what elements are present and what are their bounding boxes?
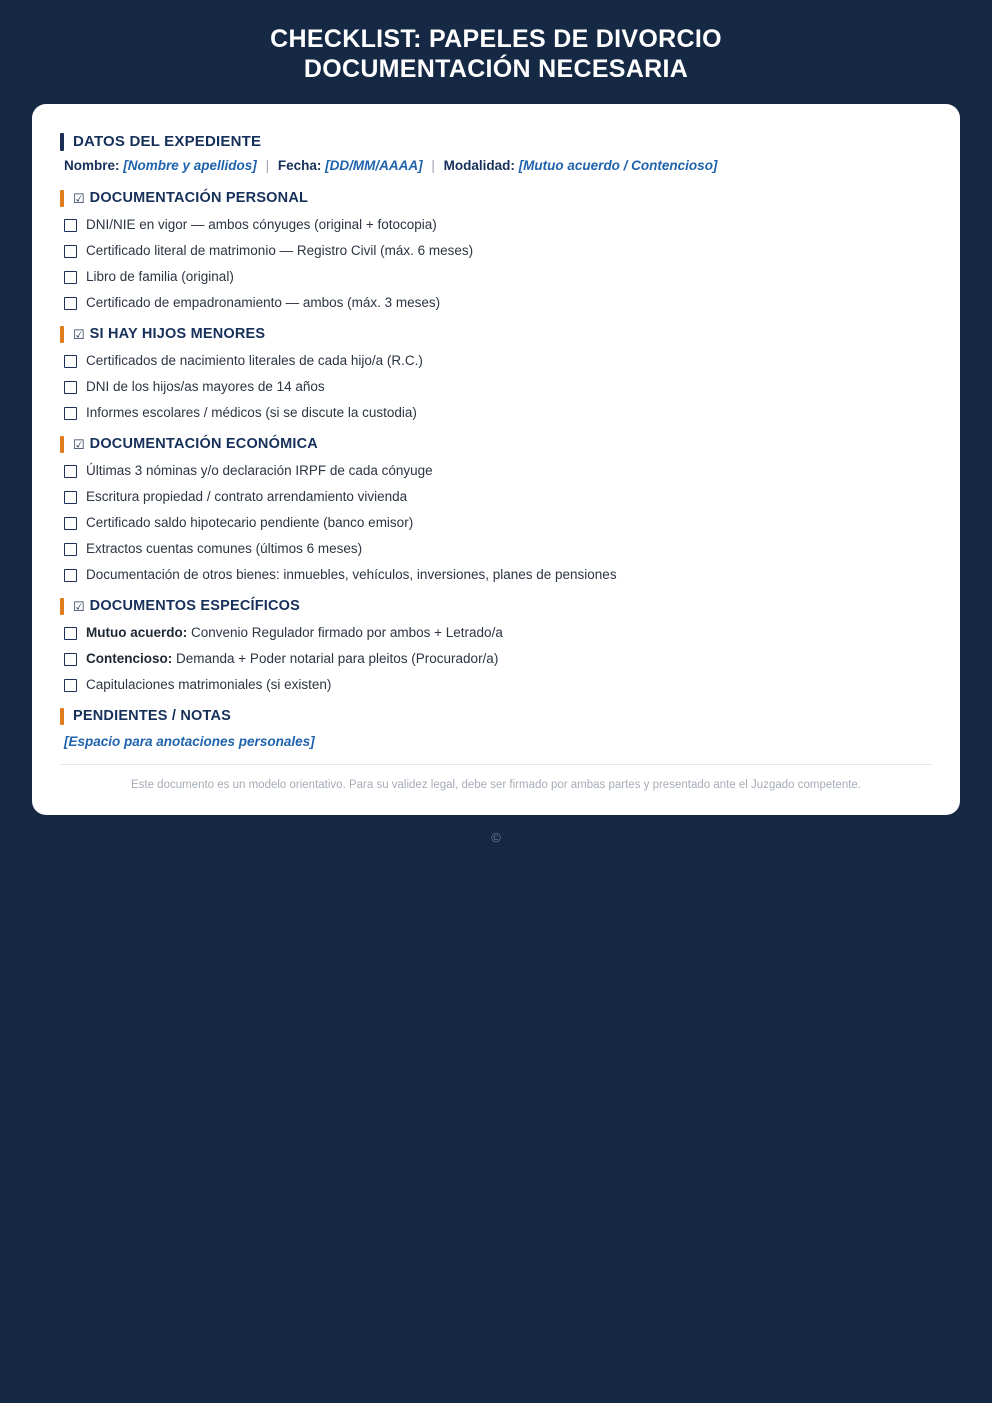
field-label-nombre: Nombre: [64,158,120,173]
checklist-item-text: DNI de los hijos/as mayores de 14 años [86,379,325,394]
section-header-notas [60,704,932,728]
field-value-modalidad[interactable]: [Mutuo acuerdo / Contencioso] [518,158,718,173]
section-accent-bar-icon [60,190,64,207]
checkbox-icon[interactable] [64,653,77,666]
section-header-expediente [60,130,932,154]
page-title-line-2: DOCUMENTACIÓN NECESARIA [303,55,689,83]
checklist-item[interactable] [60,620,932,646]
field-label-fecha: Fecha: [277,158,322,173]
footer-divider [60,764,932,765]
section-title: DOCUMENTACIÓN ECONÓMICA [89,436,318,452]
section-header [60,432,932,456]
checkbox-icon[interactable] [64,627,77,640]
field-value-nombre[interactable]: [Nombre y apellidos] [123,158,257,173]
checklist-item[interactable] [60,238,932,264]
checklist-item-label [86,268,932,286]
checklist-item-text: Extractos cuentas comunes (últimos 6 meses) [86,541,363,556]
checklist-item-text: Capitulaciones matrimoniales (si existen) [86,677,332,692]
document-header [0,0,992,104]
checklist-item-text: Demanda + Poder notarial para pleitos (Procurador/a) [176,651,499,666]
checklist-item[interactable] [60,374,932,400]
field-separator-2: | [431,158,435,173]
checkbox-icon[interactable] [64,491,77,504]
section-header [60,322,932,346]
checkbox-icon[interactable] [64,407,77,420]
checkbox-icon[interactable] [64,543,77,556]
checklist-item[interactable] [60,348,932,374]
checklist-item[interactable] [60,510,932,536]
checklist-item-label [86,540,932,558]
checklist-item-label [86,462,932,480]
notes-placeholder[interactable]: [Espacio para anotaciones personales] [64,734,315,749]
section-header [60,186,932,210]
checklist-item-label [86,566,932,584]
checklist-item[interactable] [60,264,932,290]
section-title: SI HAY HIJOS MENORES [89,326,266,342]
checked-box-icon: ☑ [73,598,85,614]
checklist-item-text: Documentación de otros bienes: inmuebles, vehículos, inversiones, planes de pensiones [86,567,617,582]
checklist-item-label [86,378,932,396]
checklist-item-label [86,488,932,506]
section-accent-bar-icon [60,436,64,453]
checklist-item-label [86,650,932,668]
section-title-expediente: DATOS DEL EXPEDIENTE [73,133,262,150]
checklist-item-text: Certificado literal de matrimonio — Registro Civil (máx. 6 meses) [86,243,474,258]
checklist-item-label [86,216,932,234]
checkbox-icon[interactable] [64,569,77,582]
checklist-item-label [86,242,932,260]
checklist [60,348,932,426]
checkbox-icon[interactable] [64,465,77,478]
checked-box-icon: ☑ [73,190,85,206]
section-accent-bar-icon [60,598,64,615]
checklist-item-text: Últimas 3 nóminas y/o declaración IRPF de cada cónyuge [86,463,433,478]
checklist-item-text: Certificado saldo hipotecario pendiente (banco emisor) [86,515,414,530]
checklist-item-text: Informes escolares / médicos (si se discute la custodia) [86,405,417,420]
checklist-item[interactable] [60,290,932,316]
checklist-item[interactable] [60,536,932,562]
checklist-item-text: Certificado de empadronamiento — ambos (máx. 3 meses) [86,295,441,310]
checklist-item[interactable] [60,672,932,698]
checkbox-icon[interactable] [64,219,77,232]
checked-box-icon: ☑ [73,326,85,342]
checklist-item-text: DNI/NIE en vigor — ambos cónyuges (original + fotocopia) [86,217,437,232]
checklist-item[interactable] [60,458,932,484]
checklist-item[interactable] [60,646,932,672]
disclaimer-text: Este documento es un modelo orientativo. Para su validez legal, debe ser firmado por ambas partes y presentado ante el Juzgado competente. [130,779,862,791]
checkbox-icon[interactable] [64,679,77,692]
checked-box-icon: ☑ [73,436,85,452]
checklist-item[interactable] [60,212,932,238]
checklist-item-prefix: Mutuo acuerdo: [86,625,188,640]
field-label-modalidad: Modalidad: [443,158,515,173]
section-header [60,594,932,618]
checklist-sections [60,186,932,698]
checklist-item-text: Convenio Regulador firmado por ambos + Letrado/a [191,625,503,640]
page-title-line-1: CHECKLIST: PAPELES DE DIVORCIO [270,25,722,53]
checklist-item-text: Libro de familia (original) [86,269,234,284]
checklist-card [32,104,960,815]
section-accent-bar-icon [60,708,64,725]
field-separator-1: | [265,158,270,173]
checklist-item-prefix: Contencioso: [86,651,173,666]
section-title: DOCUMENTACIÓN PERSONAL [89,190,309,206]
page-title [40,24,952,84]
checklist-item-label [86,514,932,532]
checklist-item-label [86,404,932,422]
checklist-item-label [86,624,932,642]
checkbox-icon[interactable] [64,245,77,258]
copyright-icon: © [491,830,501,845]
checklist-item-label [86,676,932,694]
checkbox-icon[interactable] [64,517,77,530]
checkbox-icon[interactable] [64,381,77,394]
checklist [60,212,932,316]
checklist-item[interactable] [60,562,932,588]
checklist-item-text: Certificados de nacimiento literales de cada hijo/a (R.C.) [86,353,423,368]
checkbox-icon[interactable] [64,297,77,310]
field-value-fecha[interactable]: [DD/MM/AAAA] [325,158,423,173]
checklist-item-label [86,352,932,370]
expediente-fields [64,156,932,176]
section-accent-bar-icon [60,326,64,343]
checklist [60,458,932,588]
page-footer [0,815,992,847]
checklist [60,620,932,698]
checklist-item[interactable] [60,400,932,426]
section-title: DOCUMENTOS ESPECÍFICOS [89,598,301,614]
checkbox-icon[interactable] [64,271,77,284]
checklist-item-label [86,294,932,312]
section-title-notas: PENDIENTES / NOTAS [73,708,232,724]
section-accent-bar-icon [60,133,64,151]
checkbox-icon[interactable] [64,355,77,368]
checklist-item-text: Escritura propiedad / contrato arrendamiento vivienda [86,489,408,504]
checklist-item[interactable] [60,484,932,510]
